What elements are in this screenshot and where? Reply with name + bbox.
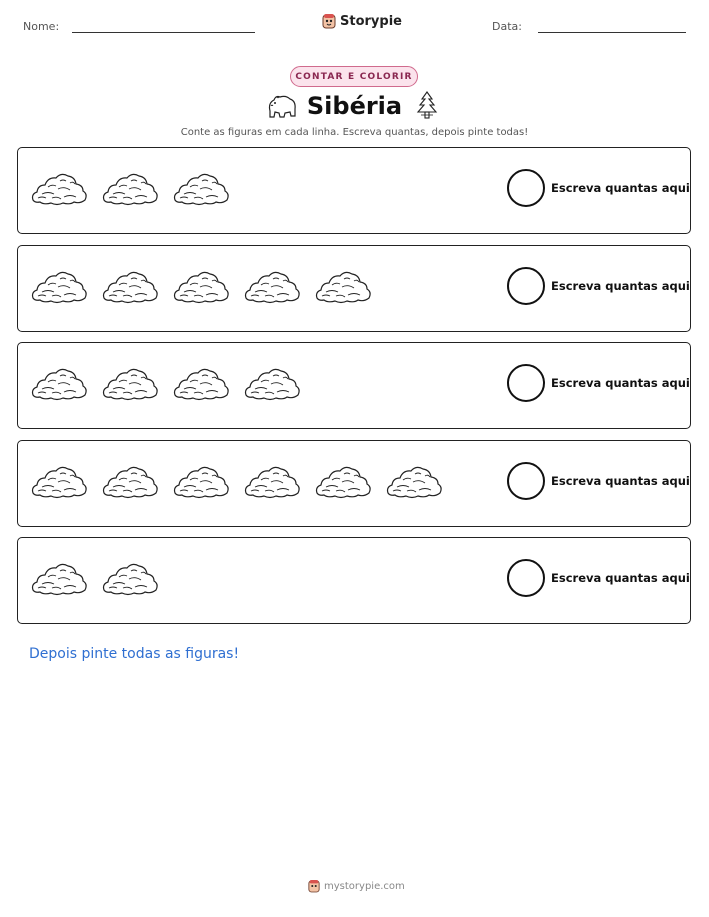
- counting-row: [17, 147, 691, 234]
- shape-group: [30, 265, 372, 307]
- counting-row: [17, 342, 691, 429]
- brand-name: Storypie: [340, 13, 402, 29]
- storypie-mascot-icon: [322, 13, 336, 29]
- snow-pile-icon[interactable]: [30, 362, 88, 404]
- storypie-mascot-icon: [308, 879, 320, 893]
- answer-circle[interactable]: [507, 462, 545, 500]
- answer-circle[interactable]: [507, 267, 545, 305]
- shape-group: [30, 557, 159, 599]
- snow-pile-icon[interactable]: [172, 167, 230, 209]
- answer-circle[interactable]: [507, 169, 545, 207]
- name-label: Nome:: [23, 20, 60, 33]
- snow-pile-icon[interactable]: [243, 362, 301, 404]
- snow-pile-icon[interactable]: [243, 460, 301, 502]
- snow-pile-icon[interactable]: [30, 265, 88, 307]
- answer-label: Escreva quantas aqui: [551, 279, 690, 293]
- answer-label: Escreva quantas aqui: [551, 376, 690, 390]
- snow-pile-icon[interactable]: [385, 460, 443, 502]
- snow-pile-icon[interactable]: [101, 460, 159, 502]
- answer-circle[interactable]: [507, 364, 545, 402]
- snow-pile-icon[interactable]: [101, 362, 159, 404]
- date-line[interactable]: [538, 32, 686, 33]
- snow-pile-icon[interactable]: [314, 460, 372, 502]
- answer-label: Escreva quantas aqui: [551, 181, 690, 195]
- snow-pile-icon[interactable]: [101, 557, 159, 599]
- name-line[interactable]: [72, 32, 255, 33]
- snow-pile-icon[interactable]: [30, 460, 88, 502]
- page-title: Sibéria: [306, 92, 403, 120]
- snow-pile-icon[interactable]: [172, 265, 230, 307]
- snow-pile-icon[interactable]: [101, 167, 159, 209]
- date-label: Data:: [492, 20, 522, 33]
- shape-group: [30, 167, 230, 209]
- footer: [308, 879, 405, 893]
- instructions: Conte as figuras em cada linha. Escreva quantas, depois pinte todas!: [180, 127, 529, 138]
- snow-pile-icon[interactable]: [101, 265, 159, 307]
- snow-pile-icon[interactable]: [172, 460, 230, 502]
- shape-group: [30, 362, 301, 404]
- brand-logo: [322, 13, 402, 29]
- snow-pile-icon[interactable]: [30, 167, 88, 209]
- pine-tree-icon: [415, 91, 439, 125]
- snow-pile-icon[interactable]: [172, 362, 230, 404]
- footer-note: Depois pinte todas as figuras!: [29, 646, 240, 662]
- snow-pile-icon[interactable]: [314, 265, 372, 307]
- shape-group: [30, 460, 443, 502]
- counting-row: [17, 537, 691, 624]
- activity-badge: CONTAR E COLORIR: [290, 66, 418, 87]
- snow-pile-icon[interactable]: [243, 265, 301, 307]
- counting-row: [17, 440, 691, 527]
- answer-circle[interactable]: [507, 559, 545, 597]
- answer-label: Escreva quantas aqui: [551, 474, 690, 488]
- footer-url: mystorypie.com: [324, 880, 405, 892]
- snow-pile-icon[interactable]: [30, 557, 88, 599]
- answer-label: Escreva quantas aqui: [551, 571, 690, 585]
- counting-row: [17, 245, 691, 332]
